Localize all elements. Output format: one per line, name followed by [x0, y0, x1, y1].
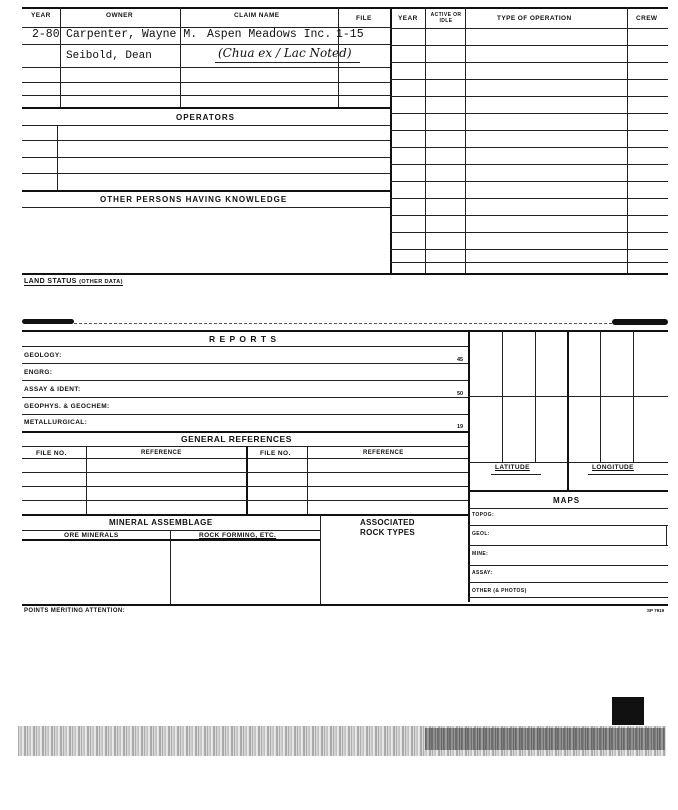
land-status-sub: (OTHER DATA): [79, 279, 123, 285]
scan-smudge-left: [22, 319, 74, 324]
reports-assay: ASSAY & IDENT:: [24, 386, 81, 393]
ref-header-reference-2: REFERENCE: [363, 450, 404, 456]
header-claim-name: CLAIM NAME: [234, 12, 280, 19]
ops-header-active: ACTIVE OR IDLE: [430, 12, 462, 24]
associated-rock-types-line2: ROCK TYPES: [360, 528, 416, 537]
land-status-label: [24, 278, 123, 286]
maps-title: MAPS: [553, 496, 581, 505]
header-year: YEAR: [31, 12, 51, 19]
maps-assay: ASSAY:: [472, 570, 493, 576]
row1-year: 2-80: [32, 28, 60, 41]
maps-other: OTHER (& PHOTOS): [472, 588, 527, 594]
ops-header-type: TYPE OF OPERATION: [497, 15, 572, 22]
ops-header-crew: CREW: [636, 15, 658, 22]
other-persons-title: OTHER PERSONS HAVING KNOWLEDGE: [100, 195, 288, 204]
scan-smudge-right: [612, 319, 668, 325]
maps-geol: GEOL:: [472, 531, 490, 537]
reports-title: R E P O R T S: [209, 334, 278, 344]
row2-owner: Seibold, Dean: [66, 50, 152, 62]
row1-owner: Carpenter, Wayne M.: [66, 28, 198, 41]
ref-header-reference-1: REFERENCE: [141, 450, 182, 456]
general-references-title: GENERAL REFERENCES: [181, 434, 292, 444]
row1-file: 1-15: [336, 28, 364, 41]
latitude-label: LATITUDE: [495, 464, 530, 471]
points-meriting-attention: POINTS MERITING ATTENTION:: [24, 608, 126, 614]
maps-topog: TOPOG:: [472, 512, 495, 518]
ops-header-year: YEAR: [398, 15, 418, 22]
reports-assay-num: 50: [457, 391, 464, 397]
mineral-assemblage-title: MINERAL ASSEMBLAGE: [109, 518, 213, 527]
reports-geology: GEOLOGY:: [24, 352, 62, 359]
rock-forming-label: ROCK FORMING, ETC.: [199, 532, 277, 539]
associated-rock-types-line1: ASSOCIATED: [360, 518, 415, 527]
operators-title: OPERATORS: [176, 113, 235, 122]
scan-noise-dark: [425, 728, 665, 750]
header-file: FILE: [356, 15, 372, 22]
reports-engrg: ENGRG:: [24, 369, 53, 376]
reports-metallurgical: METALLURGICAL:: [24, 419, 88, 426]
maps-mine: MINE:: [472, 551, 489, 557]
reports-geology-num: 45: [457, 357, 464, 363]
row1-claim-name: Aspen Meadows Inc.: [207, 28, 332, 41]
longitude-label: LONGITUDE: [592, 464, 634, 471]
ref-header-file-no-1: FILE NO.: [36, 450, 67, 457]
ref-header-file-no-2: FILE NO.: [260, 450, 291, 457]
reports-geophys: GEOPHYS. & GEOCHEM:: [24, 403, 110, 410]
form-number: SP 7919: [647, 608, 665, 613]
header-owner: OWNER: [106, 12, 133, 19]
ore-minerals-label: ORE MINERALS: [64, 532, 119, 539]
reports-metallurgical-num: 19: [457, 424, 464, 430]
scan-corner-mark: [612, 697, 644, 725]
row2-handwritten-note: (Chua ex / Lac Noted): [218, 46, 352, 60]
land-status-text: LAND STATUS: [24, 278, 77, 285]
